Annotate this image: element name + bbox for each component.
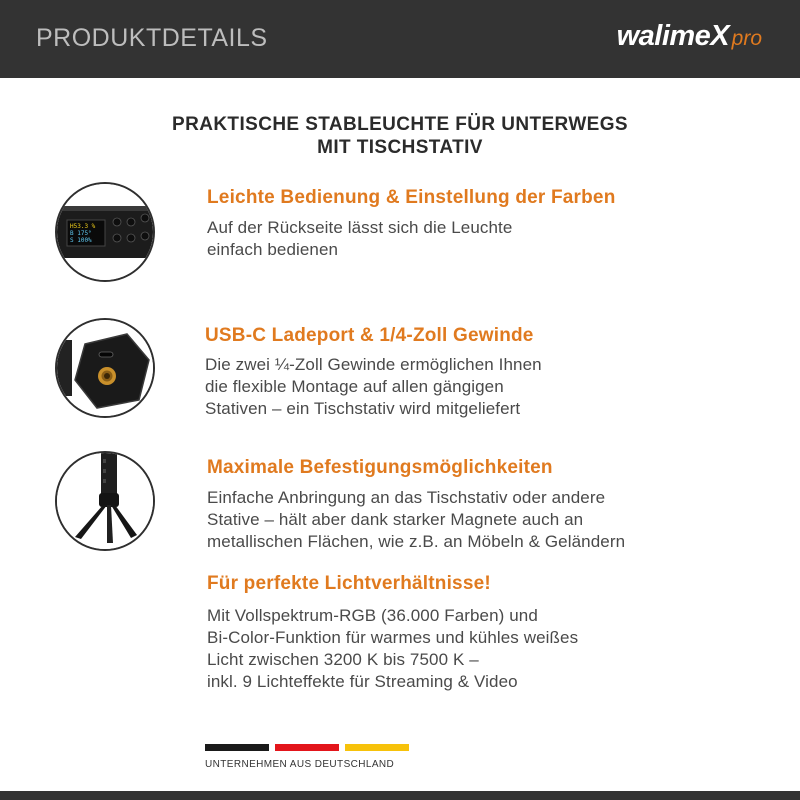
feature-title-3: Maximale Befestigungsmöglichkeiten bbox=[207, 457, 553, 478]
logo-x-text: X bbox=[710, 20, 730, 52]
feature-text-4 bbox=[207, 605, 578, 693]
header-bar bbox=[0, 0, 800, 78]
feature-2-line-1: Die zwei ¼-Zoll Gewinde ermöglichen Ihnen bbox=[205, 355, 542, 374]
feature-text-2 bbox=[205, 354, 542, 420]
bottom-bar bbox=[0, 791, 800, 800]
headline-line-2: MIT TISCHSTATIV bbox=[317, 137, 483, 158]
page-title: PRODUKTDETAILS bbox=[36, 24, 268, 52]
feature-title-4: Für perfekte Lichtverhältnisse! bbox=[207, 573, 491, 594]
footer-text: UNTERNEHMEN AUS DEUTSCHLAND bbox=[205, 759, 395, 770]
headline-line-1: PRAKTISCHE STABLEUCHTE FÜR UNTERWEGS bbox=[172, 114, 628, 135]
flag-stripe-black bbox=[205, 744, 269, 751]
display-line-3: S 100% bbox=[70, 237, 92, 244]
feature-2-line-2: die flexible Montage auf allen gängigen bbox=[205, 377, 504, 396]
walimex-pro-logo bbox=[617, 20, 762, 60]
feature-4-line-2: Bi-Color-Funktion für warmes und kühles weißes bbox=[207, 628, 579, 647]
logo-main-text: walime bbox=[616, 20, 711, 52]
feature-text-3 bbox=[207, 487, 625, 553]
feature-title-2: USB-C Ladeport & 1/4-Zoll Gewinde bbox=[205, 325, 534, 346]
feature-4-line-4: inkl. 9 Lichteffekte für Streaming & Video bbox=[207, 672, 518, 691]
feature-3-line-1: Einfache Anbringung an das Tischstativ oder andere bbox=[207, 488, 606, 507]
flag-stripe-gold bbox=[345, 744, 409, 751]
feature-title-1: Leichte Bedienung & Einstellung der Farben bbox=[207, 187, 616, 208]
feature-text-1 bbox=[207, 217, 512, 261]
flag-stripe-red bbox=[275, 744, 339, 751]
feature-3-line-2: Stative – hält aber dank starker Magnete auch an bbox=[207, 510, 584, 529]
display-line-1: H53.3 % bbox=[70, 223, 96, 230]
logo-pro-text: pro bbox=[731, 27, 762, 50]
feature-4-line-1: Mit Vollspektrum-RGB (36.000 Farben) und bbox=[207, 606, 538, 625]
feature-2-line-3: Stativen – ein Tischstativ wird mitgeliefert bbox=[205, 399, 521, 418]
display-line-2: B 175° bbox=[70, 230, 92, 237]
feature-3-line-3: metallischen Flächen, wie z.B. an Möbeln & Geländern bbox=[207, 532, 626, 551]
control-panel-image bbox=[55, 182, 155, 282]
feature-1-line-2: einfach bedienen bbox=[207, 240, 339, 259]
usb-c-port-image bbox=[55, 318, 155, 418]
headline bbox=[0, 113, 800, 159]
feature-1-line-1: Auf der Rückseite lässt sich die Leuchte bbox=[207, 218, 513, 237]
feature-4-line-3: Licht zwischen 3200 K bis 7500 K – bbox=[207, 650, 479, 669]
tripod-image bbox=[55, 451, 155, 551]
